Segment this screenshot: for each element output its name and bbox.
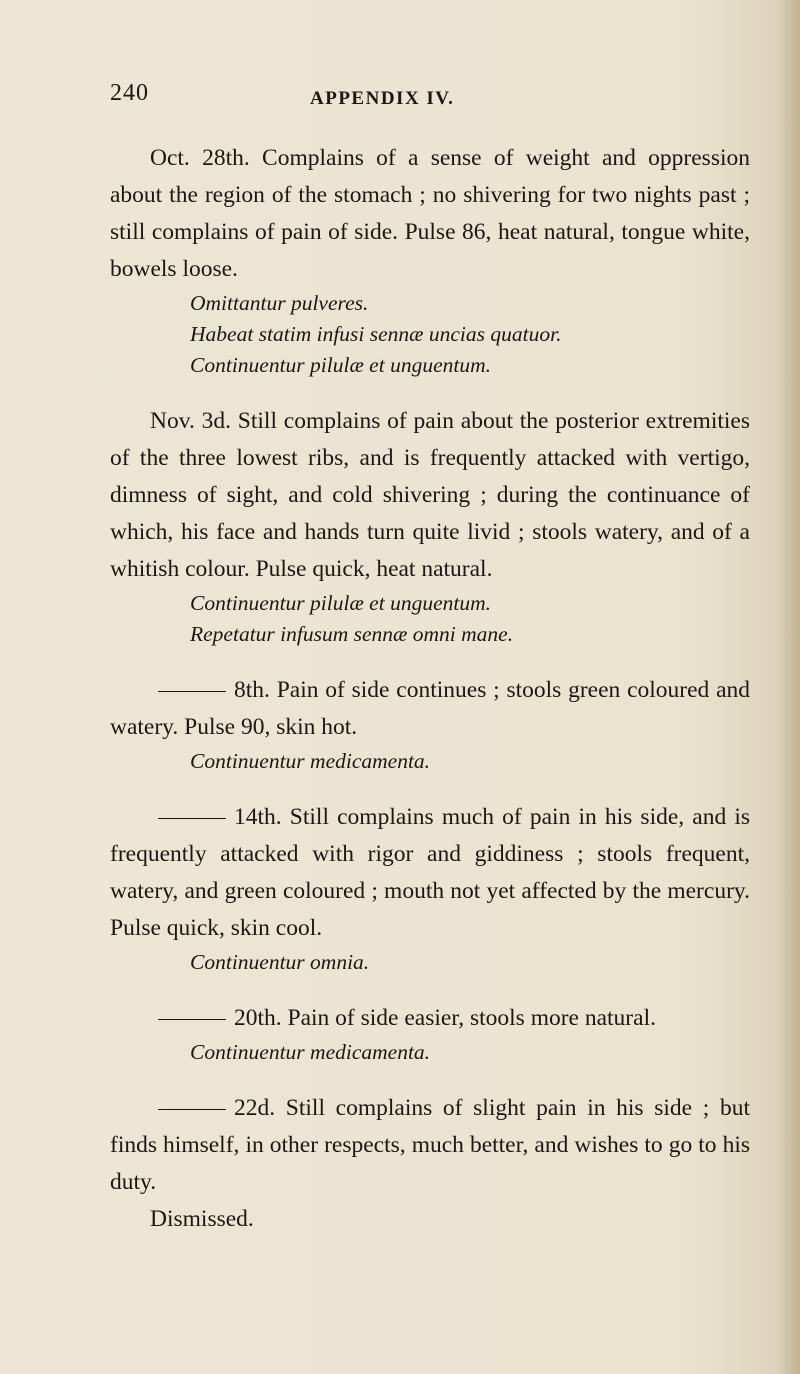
entry-text: Still complains of slight pain in his side ; but finds himself, in other respects, much better, and wishes to go to his duty. <box>110 1095 750 1195</box>
ditto-dash <box>158 818 226 819</box>
entry-8th <box>110 672 750 777</box>
entry-14th <box>110 799 750 978</box>
prescription-line: Continuentur pilulæ et unguentum. <box>190 591 491 615</box>
entry-paragraph <box>110 1090 750 1201</box>
page-number: 240 <box>110 80 149 106</box>
entry-date: 20th. <box>234 1005 282 1031</box>
entry-oct-28 <box>110 140 750 381</box>
entry-paragraph <box>110 1000 750 1037</box>
prescription-line: Continuentur omnia. <box>190 950 370 974</box>
closing-note: Dismissed. <box>150 1206 254 1232</box>
entry-20th <box>110 1000 750 1068</box>
entry-text: Complains of a sense of weight and oppression about the region of the stomach ; no shivering for two nights past ; still complains of pain of side. Pulse 86, heat natural, tongue white, bowels loose. <box>110 145 750 282</box>
prescription-line: Continuentur medicamenta. <box>190 749 431 773</box>
entry-date: Nov. 3d. <box>150 408 231 434</box>
prescription-line: Repetatur infusum sennæ omni mane. <box>190 622 514 646</box>
entry-22d <box>110 1090 750 1238</box>
prescription-line: Continuentur pilulæ et unguentum. <box>190 353 491 377</box>
ditto-dash <box>158 1019 226 1020</box>
entry-date: 8th. <box>234 677 270 703</box>
ditto-dash <box>158 1109 226 1110</box>
entry-nov-3 <box>110 403 750 650</box>
prescription-line: Omittantur pulveres. <box>190 291 369 315</box>
running-head: APPENDIX IV. <box>310 88 455 109</box>
entry-text: Still complains of pain about the posterior extremities of the three lowest ribs, and is frequently attacked with vertigo, dimness of sight, and cold shivering ; during the continuance of which, his face and hands turn quite livid ; stools watery, and of a whitish colour. Pulse quick, heat natural. <box>110 408 751 582</box>
entry-text: Pain of side continues ; stools green coloured and watery. Pulse 90, skin hot. <box>110 677 751 740</box>
entry-date: 22d. <box>234 1095 276 1121</box>
entry-date: 14th. <box>234 804 282 830</box>
entry-text: Still complains much of pain in his side, and is frequently attacked with rigor and giddiness ; stools frequent, watery, and green coloured ; mouth not yet affected by the mercury. Pulse quick, skin cool. <box>110 804 751 941</box>
prescription-line: Continuentur medicamenta. <box>190 1040 431 1064</box>
page-header <box>110 80 670 112</box>
case-notes <box>110 140 750 1238</box>
ditto-dash <box>158 691 226 692</box>
entry-paragraph <box>110 799 750 947</box>
page-edge-shadow <box>778 0 800 1374</box>
entry-paragraph <box>110 403 750 588</box>
entry-date: Oct. 28th. <box>150 145 250 171</box>
prescription-line: Habeat statim infusi sennæ uncias quatuor. <box>190 322 562 346</box>
entry-paragraph <box>110 140 750 288</box>
entry-text: Pain of side easier, stools more natural. <box>287 1005 656 1031</box>
entry-paragraph <box>110 672 750 746</box>
